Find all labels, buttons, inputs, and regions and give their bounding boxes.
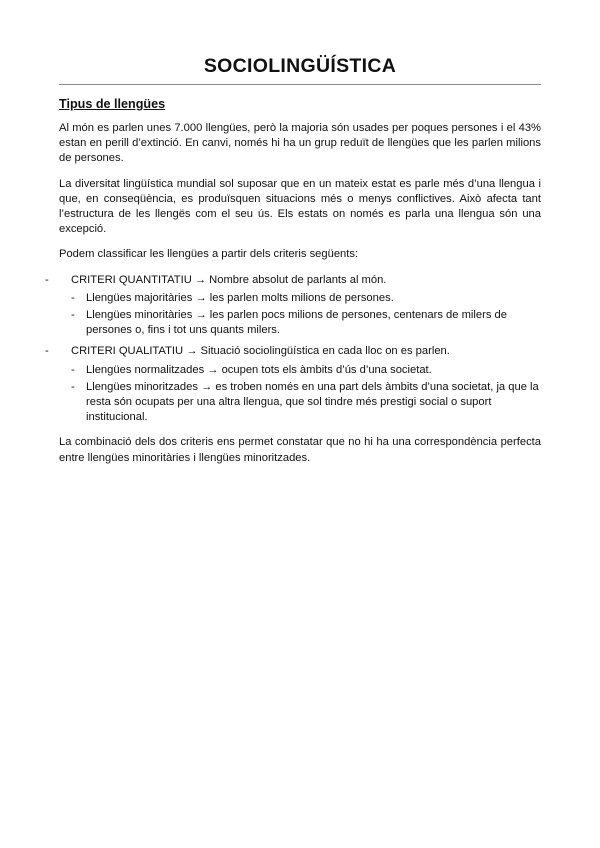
list-item [71, 380, 541, 426]
criteria-list [45, 273, 541, 426]
criterion-quantitative [45, 273, 541, 339]
criterion-sublist [71, 363, 541, 426]
criterion-sublist [71, 291, 541, 339]
list-item [71, 308, 541, 338]
list-item [71, 291, 541, 306]
bullet-dash: - [71, 380, 75, 393]
bullet-dash: - [71, 363, 75, 376]
list-item-text: Llengües minoritzades → es troben només en una part dels àmbits d’una societat, ja que la resta són ocupats per una altra llengua, que sol tindre més prestigi social o suport institucional. [86, 380, 539, 424]
paragraph-diversity: La diversitat lingüística mundial sol suposar que en un mateix estat es parle més d’una llengua i que, en conseqüència, es produïsquen situacions més o menys conflictives. Això afecta tant l’estructura de les llengës com el seu ús. Els estats on només es parla una llengua són una excepció. [59, 177, 541, 236]
paragraph-conclusion: La combinació dels dos criteris ens permet constatar que no hi ha una correspondència perfecta entre llengües minoritàries i llengües minoritzades. [59, 436, 541, 464]
list-item-text: Llengües majoritàries → les parlen molts milions de persones. [86, 291, 394, 304]
title-divider [59, 84, 541, 85]
list-item-text: Llengües minoritàries → les parlen pocs milions de persones, centenars de milers de persones o, fins i tot uns quants milers. [86, 309, 507, 337]
paragraph-intro: Al món es parlen unes 7.000 llengües, però la majoria són usades per poques persones i el 43% estan en perill d’extinció. En canvi, només hi ha un grup reduït de llengües que les parlen milions de persones. [59, 122, 541, 165]
bullet-dash: - [71, 291, 75, 304]
criterion-qualitative [45, 344, 541, 425]
bullet-dash: - [71, 309, 75, 322]
bullet-dash: - [45, 345, 49, 358]
page-title: SOCIOLINGÜÍSTICA [203, 55, 397, 77]
criterion-text: CRITERI QUALITATIU → Situació sociolingüística en cada lloc on es parlen. [71, 345, 450, 358]
paragraph-classification: Podem classificar les llengües a partir dels criteris següents: [59, 248, 359, 261]
section-title: Tipus de llengües [59, 97, 166, 111]
bullet-dash: - [45, 273, 49, 286]
list-item [71, 363, 541, 378]
list-item-text: Llengües normalitzades → ocupen tots els àmbits d’ús d’una societat. [86, 363, 432, 376]
criterion-text: CRITERI QUANTITATIU → Nombre absolut de parlants al món. [71, 273, 387, 286]
